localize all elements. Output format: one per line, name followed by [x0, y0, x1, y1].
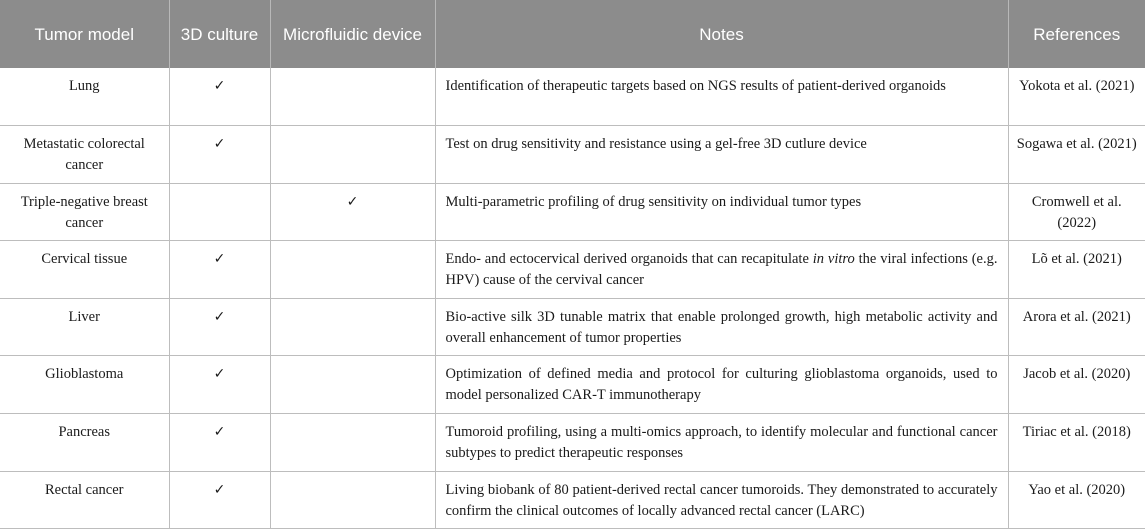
reference-cell: Sogawa et al. (2021): [1008, 126, 1145, 184]
tumor-model-cell: Lung: [0, 68, 169, 126]
header-microfluidic-device: Microfluidic device: [270, 0, 435, 68]
tumor-model-cell: Glioblastoma: [0, 356, 169, 414]
culture-3d-check: ✓: [169, 126, 270, 184]
notes-cell: Tumoroid profiling, using a multi-omics approach, to identify molecular and functional cancer subtypes to predict therapeutic responses: [435, 414, 1008, 472]
notes-cell: Optimization of defined media and protocol for culturing glioblastoma organoids, used to model personalized CAR-T immunotherapy: [435, 356, 1008, 414]
culture-3d-check: ✓: [169, 68, 270, 126]
header-tumor-model: Tumor model: [0, 0, 169, 68]
notes-text: the viral infections (e.g. HPV) cause of the cervival cancer: [445, 251, 998, 289]
tumor-model-cell: Cervical tissue: [0, 241, 169, 299]
table-row: [0, 241, 1145, 299]
notes-italic-text: in vitro: [812, 251, 855, 268]
tumor-model-cell: Metastatic colorectal cancer: [0, 126, 169, 184]
reference-cell: Arora et al. (2021): [1008, 298, 1145, 356]
reference-cell: Lõ et al. (2021): [1008, 241, 1145, 299]
header-row: [0, 0, 1145, 68]
culture-3d-check: ✓: [169, 471, 270, 529]
microfluidic-check: [270, 298, 435, 356]
culture-3d-check: ✓: [169, 298, 270, 356]
table-row: [0, 126, 1145, 184]
microfluidic-check: [270, 356, 435, 414]
tumor-model-cell: Rectal cancer: [0, 471, 169, 529]
culture-3d-check: ✓: [169, 356, 270, 414]
culture-3d-check: [169, 183, 270, 241]
notes-cell: Living biobank of 80 patient-derived rectal cancer tumoroids. They demonstrated to accurately confirm the clinical outcomes of locally advanced rectal cancer (LARC): [435, 471, 1008, 529]
table-body: [0, 68, 1145, 529]
header-3d-culture: 3D culture: [169, 0, 270, 68]
table-row: [0, 414, 1145, 472]
microfluidic-check: ✓: [270, 183, 435, 241]
reference-cell: Yokota et al. (2021): [1008, 68, 1145, 126]
header-notes: Notes: [435, 0, 1008, 68]
reference-cell: Yao et al. (2020): [1008, 471, 1145, 529]
tumor-model-cell: Liver: [0, 298, 169, 356]
culture-3d-check: ✓: [169, 241, 270, 299]
table-row: [0, 298, 1145, 356]
notes-cell: Test on drug sensitivity and resistance using a gel-free 3D cutlure device: [435, 126, 1008, 184]
notes-cell: Bio-active silk 3D tunable matrix that enable prolonged growth, high metabolic activity and overall enhancement of tumor properties: [435, 298, 1008, 356]
table-row: [0, 68, 1145, 126]
reference-cell: Cromwell et al. (2022): [1008, 183, 1145, 241]
table-row: [0, 471, 1145, 529]
microfluidic-check: [270, 68, 435, 126]
microfluidic-check: [270, 126, 435, 184]
table-row: [0, 356, 1145, 414]
culture-3d-check: ✓: [169, 414, 270, 472]
table-row: [0, 183, 1145, 241]
notes-text: Endo- and ectocervical derived organoids that can recapitulate: [445, 251, 813, 268]
microfluidic-check: [270, 241, 435, 299]
reference-cell: Tiriac et al. (2018): [1008, 414, 1145, 472]
header-references: References: [1008, 0, 1145, 68]
reference-cell: Jacob et al. (2020): [1008, 356, 1145, 414]
table-header: [0, 0, 1145, 68]
tumor-model-cell: Triple-negative breast cancer: [0, 183, 169, 241]
notes-cell: Identification of therapeutic targets based on NGS results of patient-derived organoids: [435, 68, 1008, 126]
notes-cell: Multi-parametric profiling of drug sensitivity on individual tumor types: [435, 183, 1008, 241]
microfluidic-check: [270, 414, 435, 472]
tumor-model-cell: Pancreas: [0, 414, 169, 472]
notes-cell: [435, 241, 1008, 299]
microfluidic-check: [270, 471, 435, 529]
